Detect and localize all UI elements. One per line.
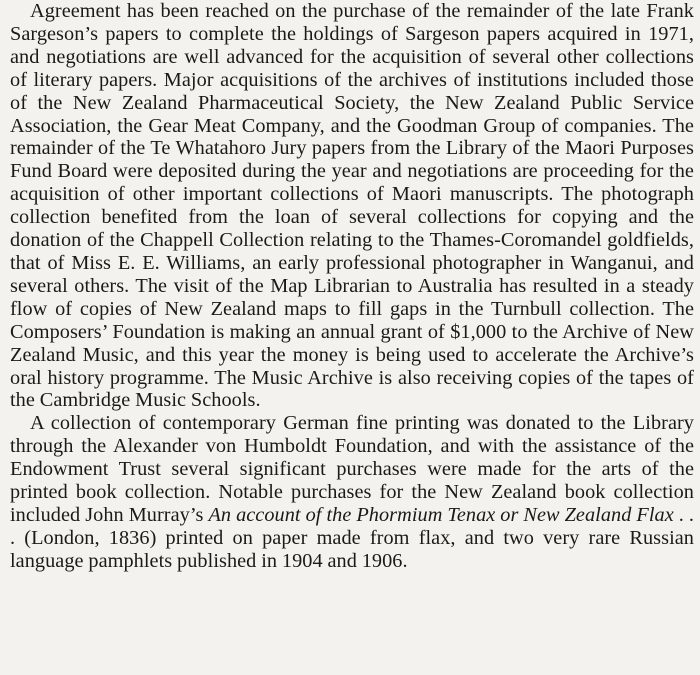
paragraph-printed-books [10,412,694,572]
paragraph-acquisitions: Agreement has been reached on the purchase of the remainder of the late Frank Sargeson’s papers to complete the holdings of Sargeson papers acquired in 1971, and negotiations are well advanced for the acquisition of several other collections of literary papers. Major acquisitions of the archives of institutions included those of the New Zealand Pharmaceutical Society, the New Zealand Public Service Association, the Gear Meat Company, and the Goodman Group of companies. The remainder of the Te Whatahoro Jury papers from the Library of the Maori Purposes Fund Board were deposited during the year and negotiations are proceeding for the acquisition of other important collections of Maori manuscripts. The photograph collection benefited from the loan of several collections for copying and the donation of the Chappell Collection relating to the Thames-Coromandel goldfields, that of Miss E. E. Williams, an early professional photographer in Wanganui, and several others. The visit of the Map Librarian to Australia has resulted in a steady flow of copies of New Zealand maps to fill gaps in the Turnbull collection. The Composers’ Foundation is making an annual grant of $1,000 to the Archive of New Zealand Music, and this year the money is being used to accelerate the Archive’s oral history programme. The Music Archive is also receiving copies of the tapes of the Cambridge Music Schools. [10,0,694,412]
paragraph-text-before-title: A collection of contemporary German fine printing was donated to the Library through the Alexander von Humboldt Foundation, and with the assistance of the Endowment Trust several significant purchases were made for the arts of the printed book collection. Notable purchases for the New Zealand book collection included John Murray’s [10,412,694,526]
book-title: An account of the Phormium Tenax or New Zealand Flax [208,503,674,526]
paragraph-text-after-title: . . . (London, 1836) printed on paper made from flax, and two very rare Russian language pamphlets published in 1904 and 1906. [10,503,694,572]
